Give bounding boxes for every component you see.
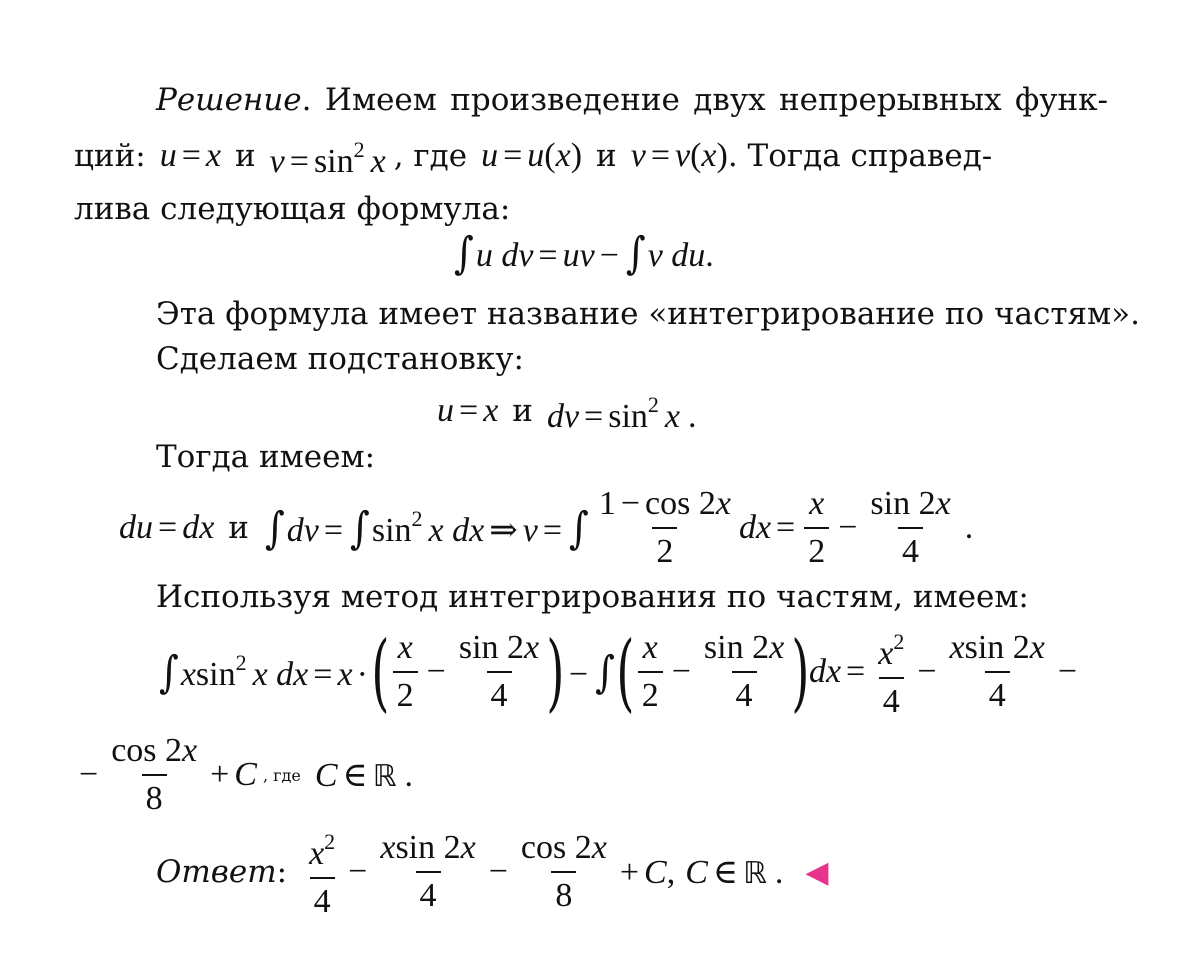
fraction-1-cos2x-over-2: $\frac{1 - \cos 2x}{2}$ [595, 483, 735, 573]
paragraph-line-2: ций: u = x и $v = \sin^2 x$ , где u = u(x) и v = v(x) . Тогда справед- [74, 136, 1114, 176]
formula-v-eq-sin2x: $v = \sin^2 x$ [269, 137, 386, 180]
substitution-intro: Сделаем подстановку: [156, 341, 524, 377]
using-method: Используя метод интегрирования по частям, имеем: [156, 579, 1029, 615]
du-v-formula: du = dx и $\int dv = \int\sin^2$ x dx ⇒ v = ∫ $\frac{1 - \cos 2x}{2}$ dx = $\frac{x}{2}$ − $\frac{\sin 2x}{4}$ . [119, 484, 973, 572]
solution-label: Решение [156, 82, 302, 118]
main-integral-line-2: − $\frac{\cos 2x}{8}$ + C , где C ∈ ℝ . [74, 734, 413, 816]
pink-triangle-left-icon: ◀ [805, 854, 829, 890]
intro-text: Имеем произведение двух непрерывных функ- [324, 82, 1109, 118]
paragraph-line-1: Решение. Имеем произведение двух непрерывных функ- [156, 82, 1109, 118]
parts-formula: ∫u dv = uv − ∫v du. [454, 227, 714, 278]
paragraph-line-3: лива следующая формула: [74, 191, 511, 227]
formula-u-eq-x: u = x [159, 137, 221, 174]
main-integral-line-1: ∫xsin$^2$ x dx = x · ( $\frac{x}{2}$ − $\frac{\sin 2x}{4}$ ) − ∫ ( $\frac{x}{2}$ − $\frac{\sin 2x}{4}$ ) dx = $\frac{x^2}{4}$ − $\frac{xsin 2x}{4}$ − [159, 623, 1078, 721]
answer-label: Ответ [156, 854, 277, 890]
fraction-x-over-2: $\frac{x}{2}$ [804, 483, 829, 573]
fraction-sin2x-over-4: $\frac{\sin 2x}{4}$ [866, 483, 954, 573]
answer-line: Ответ : $\frac{x^2}{4}$ − $\frac{xsin 2x}{4}$ − $\frac{\cos 2x}{8}$ + C, C ∈ ℝ . ◀ [156, 828, 828, 916]
then-have: Тогда имеем: [156, 439, 376, 475]
formula-v-of-x: v = v(x) [630, 137, 728, 174]
parts-formula-name: Эта формула имеет название «интегрирование по частям». [156, 296, 1140, 332]
formula-u-of-x: u = u(x) [481, 137, 583, 174]
substitution-formula: u = x и dv = $\sin^2 x$ . [437, 392, 697, 435]
